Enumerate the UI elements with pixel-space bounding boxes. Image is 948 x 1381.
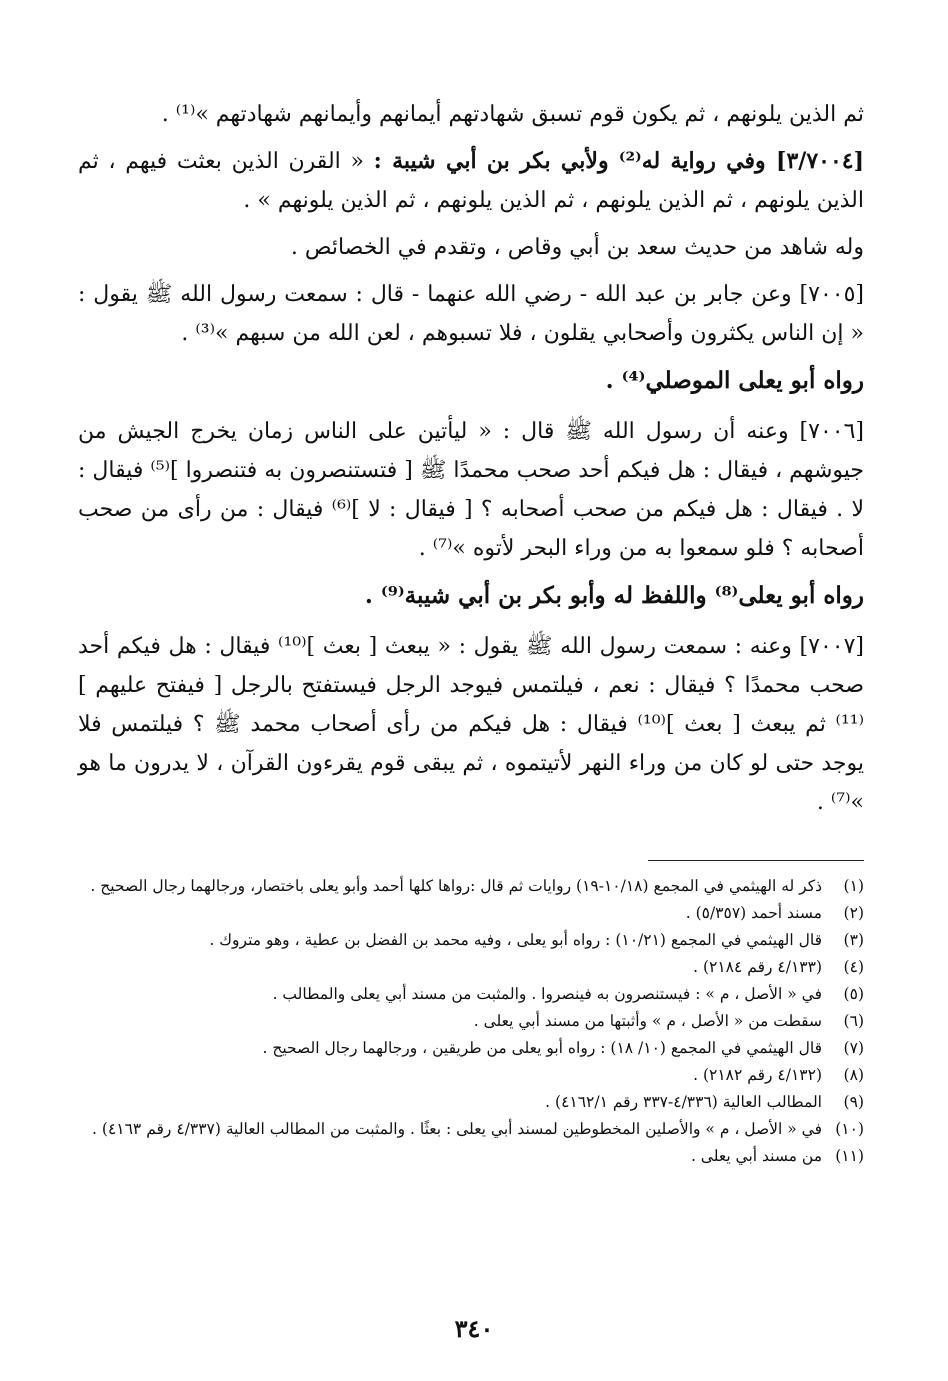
hadith-7004-text: « القرن الذين بعثت فيهم ، ثم الذين يلونهم ، ثم الذين يلونهم ، ثم الذين يلونهم ، ثم الذين يلونهم » . [78,149,864,213]
footnote-text: سقطت من « الأصل ، م » وأثبتها من مسند أبي يعلى . [473,1012,822,1030]
footnote-item [78,900,864,927]
main-text [78,95,864,830]
footnote-item [78,1143,864,1170]
footnote-number: (٩) [843,1093,864,1111]
source-heading-1: رواه أبو يعلى الموصلي⁽⁴⁾ . [605,367,864,394]
hadith-7004-lead: [٣/٧٠٠٤] وفي رواية له⁽²⁾ ولأبي بكر بن أبي شيبة : [373,148,865,174]
hadith-7006: [٧٠٠٦] وعنه أن رسول الله ﷺ قال : « ليأتين على الناس زمان يخرج الجيش من جيوشهم ، فيقال : هل فيكم أحد صحب محمدًا ﷺ [ فتستنصرون به فتنصروا ]⁽⁵⁾ فيقال : لا . فيقال : هل فيكم من صحب أصحابه ؟ [ فيقال : لا ]⁽⁶⁾ فيقال : من رأى من صحب أصحابه ؟ فلو سمعوا به من وراء البحر لأتوه »⁽⁷⁾ . [77,419,864,561]
footnote-text: قال الهيثمي في المجمع (١٠/٢١) : رواه أبو يعلى ، وفيه محمد بن الفضل بن عطية ، وهو متروك . [209,931,822,949]
footnote-item [78,1116,864,1143]
footnote-item [78,1008,864,1035]
footnote-item [78,1062,864,1089]
footnote-item [78,954,864,981]
footnote-number: (١٠) [835,1120,864,1138]
source-heading-2: رواه أبو يعلى⁽⁸⁾ واللفظ له وأبو بكر بن أبي شيبة⁽⁹⁾ . [364,582,864,609]
hadith-7007: [٧٠٠٧] وعنه : سمعت رسول الله ﷺ يقول : « يبعث [ بعث ]⁽¹⁰⁾ فيقال : هل فيكم أحد صحب محمدًا ؟ فيقال : نعم ، فيلتمس فيوجد الرجل فيستفتح بالرجل [ فيفتح عليهم ]⁽¹¹⁾ ثم يبعث [ بعث ]⁽¹⁰⁾ فيقال : هل فيكم من رأى أصحاب محمد ﷺ ؟ فيلتمس فلا يوجد حتى لو كان من وراء النهر لأتيتموه ، ثم يبقى قوم يقرءون القرآن ، لا يدرون ما هو »⁽⁷⁾ . [78,634,864,815]
footnote-number: (٧) [843,1039,864,1057]
paragraph-continuation: ثم الذين يلونهم ، ثم يكون قوم تسبق شهادتهم أيمانهم وأيمانهم شهادتهم »⁽¹⁾ . [161,102,864,127]
footnote-number: (٦) [843,1012,864,1030]
footnote-item [78,927,864,954]
footnote-number: (٤) [843,958,864,976]
footnote-number: (١) [843,877,864,895]
footnote-text: من مسند أبي يعلى . [690,1147,822,1165]
footnote-text: (٤/١٣٢ رقم ٢١٨٢) . [693,1066,822,1084]
footnotes [78,873,864,1170]
footnote-number: (٨) [843,1066,864,1084]
footnote-text: في « الأصل ، م » والأصلين المخطوطين لمسند أبي يعلى : بعثًا . والمثبت من المطالب العالية (٤/٣٣٧ رقم ٤١٦٣) . [92,1120,822,1138]
footnote-text: ذكر له الهيثمي في المجمع (١٠/١٨-١٩) روايات ثم قال :رواها كلها أحمد وأبو يعلى باختصار، ورجالهما رجال الصحيح . [90,877,822,895]
footnote-item [78,981,864,1008]
hadith-7005: [٧٠٠٥] وعن جابر بن عبد الله - رضي الله عنهما - قال : سمعت رسول الله ﷺ يقول : « إن الناس يكثرون وأصحابي يقلون ، فلا تسبوهم ، لعن الله من سبهم »⁽³⁾ . [78,282,864,346]
page-number: ٣٤٠ [454,1314,494,1343]
footnote-item [78,1035,864,1062]
footnote-text: قال الهيثمي في المجمع (١٠/ ١٨) : رواه أبو يعلى من طريقين ، ورجالهما رجال الصحيح . [262,1039,822,1057]
footnote-number: (٢) [843,904,864,922]
footnote-text: المطالب العالية (٤/٣٣٦-٣٣٧ رقم ٤١٦٢/١) . [545,1093,822,1111]
witness-note: وله شاهد من حديث سعد بن أبي وقاص ، وتقدم في الخصائص . [290,235,864,260]
footnote-item [78,873,864,900]
footnote-number: (٥) [843,985,864,1003]
footnote-number: (٣) [843,931,864,949]
footnote-separator [648,860,864,861]
footnote-item [78,1089,864,1116]
hadith-7004 [78,142,864,220]
footnote-text: في « الأصل ، م » : فيستنصرون به فينصروا . والمثبت من مسند أبي يعلى والمطالب . [272,985,822,1003]
footnote-text: مسند أحمد (٥/٣٥٧) . [685,904,822,922]
footnote-number: (١١) [835,1147,864,1165]
footnote-text: (٤/١٣٣ رقم ٢١٨٤) . [693,958,822,976]
